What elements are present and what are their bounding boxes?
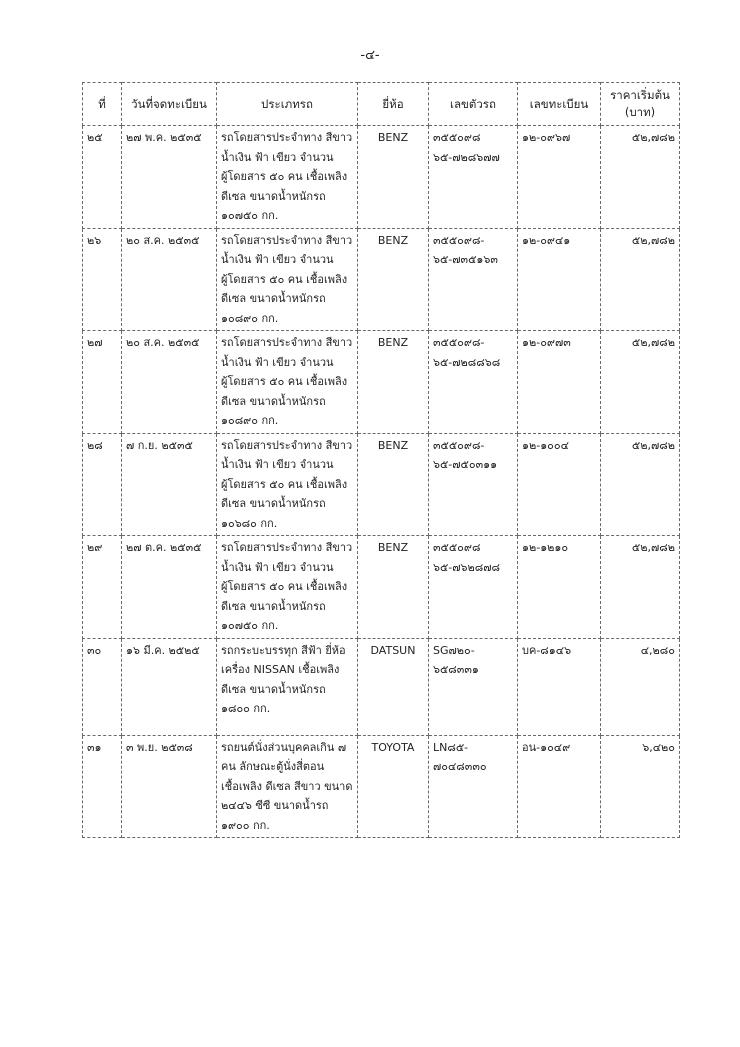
cell-type-line: ๑๘๐๐ กก.: [221, 702, 271, 715]
cell-price: ๕๒,๗๘๒: [601, 228, 680, 331]
header-brand: ยี่ห้อ: [358, 83, 429, 126]
cell-type-line: ๑๐๖๘๐ กก.: [221, 516, 278, 530]
table-row: [83, 126, 680, 229]
cell-type-line: รถกระบะบรรทุก สีฟ้า ยี่ห้อ: [221, 643, 346, 657]
cell-type-line: ๑๐๘๙๐ กก.: [221, 311, 279, 325]
header-chassis: เลขตัวรถ: [429, 83, 518, 126]
cell-chassis-line: ๗๐๔๘๓๓๐: [433, 760, 487, 773]
cell-type: [217, 433, 358, 536]
cell-no: ๒๕: [83, 126, 122, 229]
cell-chassis: [429, 126, 518, 229]
table-row: [83, 638, 680, 735]
cell-chassis-line: ๖๕-๗๕๐๓๑๑: [433, 458, 498, 471]
cell-brand: BENZ: [358, 536, 429, 639]
cell-type-line: รถโดยสารประจำทาง สีขาว: [221, 336, 353, 349]
cell-type-line: ผู้โดยสาร ๕๐ คน เชื้อเพลิง: [221, 272, 348, 286]
cell-type-line: รถยนต์นั่งส่วนบุคคลเกิน ๗: [221, 740, 347, 754]
header-price-line1: ราคาเริ่มต้น: [610, 88, 670, 102]
table-header-row: [83, 83, 680, 126]
cell-price: ๕๒,๗๘๒: [601, 126, 680, 229]
cell-type-line: รถโดยสารประจำทาง สีขาว: [221, 233, 353, 247]
cell-type-line: น้ำเงิน ฟ้า เขียว จำนวน: [221, 458, 334, 471]
cell-type-line: คน ลักษณะตู้นั่งสี่ตอน: [221, 760, 325, 773]
cell-no: ๒๙: [83, 536, 122, 639]
cell-chassis-line: ๖๕-๗๓๕๑๖๓: [433, 253, 498, 266]
cell-type-line: ดีเซล ขนาดน้ำหนักรถ: [221, 292, 326, 305]
cell-chassis: [429, 638, 518, 735]
cell-plate: ๑๒-๐๙๗๓: [518, 331, 601, 434]
cell-plate: อน-๑๐๔๙: [518, 735, 601, 838]
cell-chassis-line: ๓๕๕๐๙๘: [433, 541, 481, 554]
cell-type-line: น้ำเงิน ฟ้า เขียว จำนวน: [221, 253, 334, 266]
cell-plate: ๑๒-๐๙๖๗: [518, 126, 601, 229]
cell-type-line: น้ำเงิน ฟ้า เขียว จำนวน: [221, 355, 334, 369]
cell-plate: บค-๘๑๔๖: [518, 638, 601, 735]
cell-brand: TOYOTA: [358, 735, 429, 838]
cell-no: ๓๐: [83, 638, 122, 735]
cell-chassis-line: ๖๕-๗๖๒๘๗๘: [433, 560, 501, 574]
cell-date: ๒๗ ต.ค. ๒๕๓๕: [122, 536, 217, 639]
cell-type-line: รถโดยสารประจำทาง สีขาว: [221, 438, 353, 452]
cell-brand: BENZ: [358, 331, 429, 434]
header-no: ที่: [83, 83, 122, 126]
cell-type-line: ๑๐๗๕๐ กก.: [221, 209, 279, 222]
cell-type-line: ดีเซล ขนาดน้ำหนักรถ: [221, 682, 326, 696]
cell-type: [217, 126, 358, 229]
cell-chassis-line: LN๘๕-: [433, 740, 469, 754]
cell-price: ๔,๒๘๐: [601, 638, 680, 735]
cell-type-line: ผู้โดยสาร ๕๐ คน เชื้อเพลิง: [221, 580, 348, 593]
cell-type-line: ดีเซล ขนาดน้ำหนักรถ: [221, 497, 326, 510]
cell-type-line: ๑๙๐๐ กก.: [221, 818, 270, 832]
cell-type-line: รถโดยสารประจำทาง สีขาว: [221, 541, 353, 554]
table-row: [83, 735, 680, 838]
cell-chassis-line: ๓๕๕๐๙๘: [433, 131, 481, 144]
cell-chassis-line: ๖๕๘๓๓๑: [433, 663, 479, 676]
cell-type: [217, 331, 358, 434]
cell-chassis: [429, 331, 518, 434]
cell-date: ๑๖ มี.ค. ๒๕๒๕: [122, 638, 217, 735]
cell-type-line: เชื้อเพลิง ดีเซล สีขาว ขนาด: [221, 779, 353, 793]
cell-type-line: รถโดยสารประจำทาง สีขาว: [221, 131, 353, 144]
cell-date: ๓ พ.ย. ๒๕๓๘: [122, 735, 217, 838]
cell-no: ๒๘: [83, 433, 122, 536]
cell-price: ๕๒,๗๘๒: [601, 433, 680, 536]
cell-brand: BENZ: [358, 228, 429, 331]
cell-date: ๒๗ พ.ค. ๒๕๓๕: [122, 126, 217, 229]
cell-type-line: ๑๐๗๕๐ กก.: [221, 619, 279, 632]
cell-type: [217, 536, 358, 639]
cell-price: ๕๒,๗๘๒: [601, 536, 680, 639]
cell-chassis-line: ๖๕-๗๒๘๘๖๘: [433, 355, 501, 369]
cell-type-line: ผู้โดยสาร ๕๐ คน เชื้อเพลิง: [221, 375, 348, 388]
cell-plate: ๑๒-๐๙๔๑: [518, 228, 601, 331]
header-date: วันที่จดทะเบียน: [122, 83, 217, 126]
cell-brand: BENZ: [358, 126, 429, 229]
cell-chassis: [429, 735, 518, 838]
page-number: -๔-: [360, 48, 380, 63]
cell-chassis-line: ๓๕๕๐๙๘-: [433, 233, 485, 247]
cell-price: ๖,๔๒๐: [601, 735, 680, 838]
cell-type: [217, 638, 358, 735]
cell-type-line: เครื่อง NISSAN เชื้อเพลิง: [221, 663, 340, 676]
cell-chassis-line: ๖๕-๗๒๘๖๗๗: [433, 150, 500, 164]
cell-type-line: ดีเซล ขนาดน้ำหนักรถ: [221, 394, 326, 408]
cell-date: ๒๐ ส.ค. ๒๕๓๕: [122, 331, 217, 434]
cell-type-line: ๑๐๘๙๐ กก.: [221, 414, 279, 427]
cell-type-line: ๒๔๔๖ ซีซี ขนาดน้ำรถ: [221, 799, 329, 812]
cell-no: ๓๑: [83, 735, 122, 838]
cell-brand: DATSUN: [358, 638, 429, 735]
cell-chassis-line: ๓๕๕๐๙๘-: [433, 336, 485, 349]
cell-type-line: ผู้โดยสาร ๕๐ คน เชื้อเพลิง: [221, 170, 348, 183]
cell-price: ๕๒,๗๘๒: [601, 331, 680, 434]
cell-no: ๒๖: [83, 228, 122, 331]
cell-type-line: ดีเซล ขนาดน้ำหนักรถ: [221, 189, 326, 203]
cell-type-line: น้ำเงิน ฟ้า เขียว จำนวน: [221, 150, 334, 164]
cell-chassis: [429, 228, 518, 331]
vehicle-registry-table: [82, 82, 680, 838]
cell-type: [217, 735, 358, 838]
cell-chassis-line: ๓๕๕๐๙๘-: [433, 438, 485, 452]
table-row: [83, 228, 680, 331]
cell-type-line: ดีเซล ขนาดน้ำหนักรถ: [221, 599, 326, 613]
header-type: ประเภทรถ: [217, 83, 358, 126]
header-price-line2: (บาท): [624, 105, 656, 119]
cell-plate: ๑๒-๑๐๐๔: [518, 433, 601, 536]
cell-chassis-line: SG๗๒๐-: [433, 643, 475, 657]
cell-chassis: [429, 536, 518, 639]
table-row: [83, 433, 680, 536]
cell-type: [217, 228, 358, 331]
cell-brand: BENZ: [358, 433, 429, 536]
header-price: [601, 83, 680, 126]
cell-date: ๒๐ ส.ค. ๒๕๓๕: [122, 228, 217, 331]
cell-type-line: ผู้โดยสาร ๕๐ คน เชื้อเพลิง: [221, 477, 348, 491]
cell-date: ๗ ก.ย. ๒๕๓๕: [122, 433, 217, 536]
table-row: [83, 331, 680, 434]
cell-type-line: น้ำเงิน ฟ้า เขียว จำนวน: [221, 560, 334, 574]
header-plate: เลขทะเบียน: [518, 83, 601, 126]
cell-chassis: [429, 433, 518, 536]
cell-no: ๒๗: [83, 331, 122, 434]
cell-plate: ๑๒-๑๒๑๐: [518, 536, 601, 639]
table-row: [83, 536, 680, 639]
